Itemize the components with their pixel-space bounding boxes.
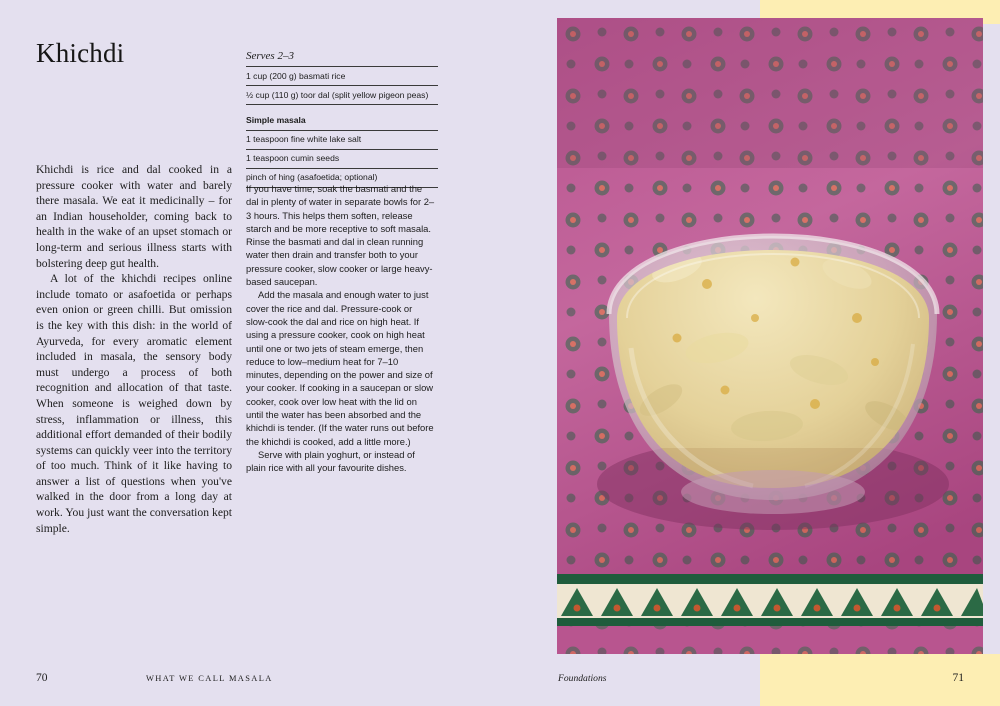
ingredients-list (246, 50, 438, 188)
ingredient-item: ½ cup (110 g) toor dal (split yellow pigeon peas) (246, 85, 438, 105)
recipe-title: Khichdi (36, 38, 125, 68)
ingredient-item: pinch of hing (asafoetida; optional) (246, 168, 438, 188)
running-head-right: Foundations (558, 673, 607, 684)
intro-paragraph: A lot of the khichdi recipes online include tomato or asafoetida or perhaps even onion or green chilli. But omission is the key with this dish: in the world of Ayurveda, for every aromatic element included in masala, the sensory body must undergo a process of both recognition and allocation of that taste. When someone is weighed down by stress, inflammation or illness, this additional effort demanded of their bodily systems can quickly veer into the territory of too much. Think of it like having to answer a list of questions when you've walked in the door from a long day at work. You just want the conversation kept simple. (36, 272, 232, 535)
accent-block-bottom-right (760, 654, 1000, 706)
method-paragraph: Serve with plain yoghurt, or instead of plain rice with all your favourite dishes. (246, 448, 415, 474)
method-paragraph: If you have time, soak the basmati and the dal in plenty of water in separate bowls for 2–3 hours. This helps them soften, release starch and be more receptive to soft masala. Rinse the basmati and dal in clean running water then drain and transfer both to your pressure cooker, slow cooker or large heavy-based saucepan. (246, 183, 435, 288)
method-paragraph: Add the masala and enough water to just cover the rice and dal. Pressure-cook or slow-cook the dal and rice on high heat. If using a pressure cooker, cook on high heat until one or two jets of steam emerge, then reduce to low–medium heat for 7–10 minutes, depending on the power and size of your cooker. If cooking in a saucepan or slow cooker, cook over low heat with the lid on until the water has been absorbed and the khichdi is tender. (If the water runs out before the khichdi is cooked, add a little more.) (246, 289, 434, 447)
recipe-photo (557, 18, 983, 654)
page-number-right: 71 (952, 672, 964, 684)
serves-label: Serves 2–3 (246, 50, 294, 62)
method-text (246, 182, 436, 475)
ingredients-group-heading: Simple masala (246, 115, 306, 125)
ingredient-item: 1 teaspoon fine white lake salt (246, 130, 438, 149)
intro-paragraph: Khichdi is rice and dal cooked in a pressure cooker with water and barely there masala. We eat it medicinally – for an Indian householder, coming back to health in the wake of an upset stomach or long-term and serious illness starts with bolstering deep gut health. (36, 163, 232, 270)
page-number-left: 70 (36, 672, 48, 684)
ingredient-item: 1 teaspoon cumin seeds (246, 149, 438, 168)
ingredient-item: 1 cup (200 g) basmati rice (246, 66, 438, 85)
recipe-intro-text (36, 162, 232, 536)
running-head-left: WHAT WE CALL MASALA (146, 674, 273, 683)
